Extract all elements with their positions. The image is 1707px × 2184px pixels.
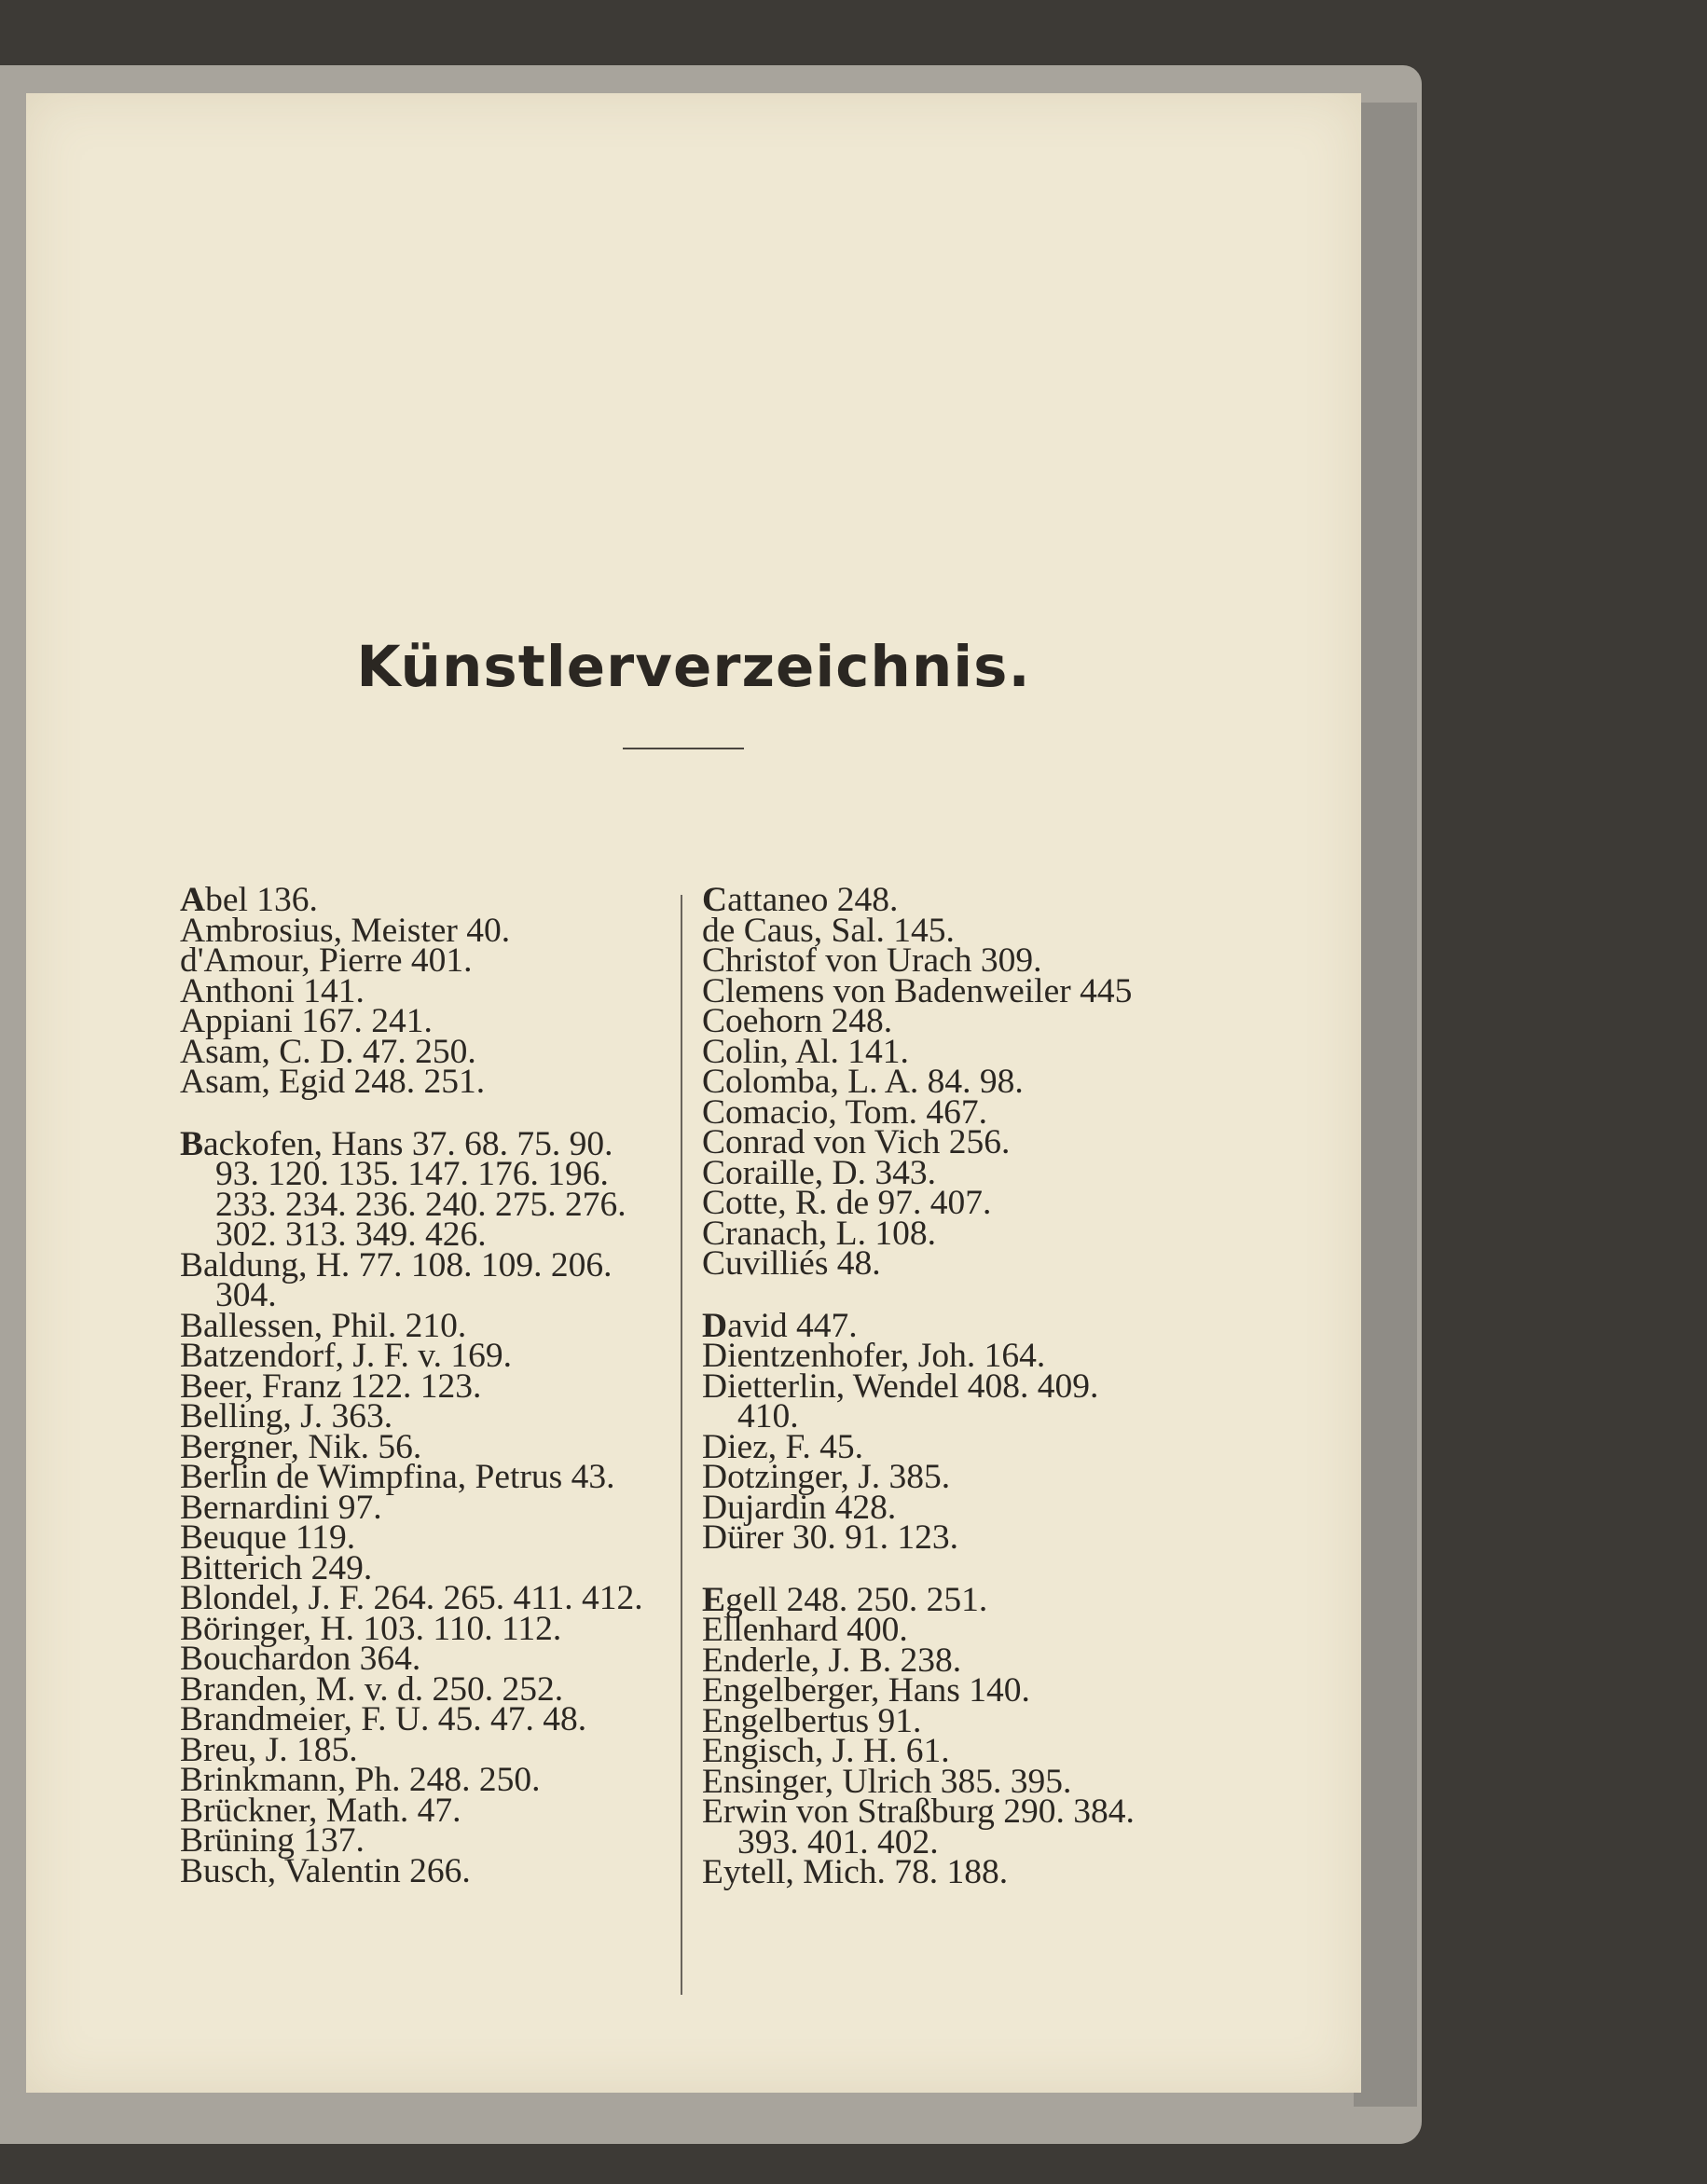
index-entry: Bouchardon 364. xyxy=(180,1640,421,1678)
index-entry: Erwin von Straßburg 290. 384. xyxy=(702,1793,1135,1831)
index-entry: Dotzinger, J. 385. xyxy=(702,1458,951,1496)
index-entry: Ballessen, Phil. 210. xyxy=(180,1306,467,1345)
index-entry: Engelbertus 91. xyxy=(702,1701,922,1740)
index-entry: Busch, Valentin 266. xyxy=(180,1851,471,1890)
index-entry: Eytell, Mich. 78. 188. xyxy=(702,1853,1009,1891)
index-entry: Dietterlin, Wendel 408. 409. xyxy=(702,1367,1099,1406)
index-entry: Blondel, J. F. 264. 265. 411. 412. xyxy=(180,1579,643,1617)
entry-initial-letter: D xyxy=(702,1306,728,1345)
index-entry: Colin, Al. 141. xyxy=(702,1032,909,1071)
index-entry: 410. xyxy=(737,1397,799,1435)
index-entry: Brückner, Math. 47. xyxy=(180,1791,461,1830)
index-entry: Brandmeier, F. U. 45. 47. 48. xyxy=(180,1700,587,1738)
index-entry: Dientzenhofer, Joh. 164. xyxy=(702,1337,1046,1375)
index-entry: Clemens von Badenweiler 445 xyxy=(702,971,1133,1010)
entry-initial-letter: C xyxy=(702,881,728,919)
index-entry: Breu, J. 185. xyxy=(180,1730,358,1769)
index-entry: Asam, Egid 248. 251. xyxy=(180,1063,486,1101)
index-entry: Belling, J. 363. xyxy=(180,1397,393,1435)
index-entry: Christof von Urach 309. xyxy=(702,941,1042,980)
index-entry: Ellenhard 400. xyxy=(702,1611,908,1649)
index-entry: Beer, Franz 122. 123. xyxy=(180,1367,482,1406)
index-entry: Dürer 30. 91. 123. xyxy=(702,1518,958,1557)
index-entry: d'Amour, Pierre 401. xyxy=(180,941,473,980)
index-entry: Brinkmann, Ph. 248. 250. xyxy=(180,1761,541,1799)
index-entry: Bitterich 249. xyxy=(180,1548,373,1587)
index-entry: Batzendorf, J. F. v. 169. xyxy=(180,1337,512,1375)
index-entry: Coraille, D. 343. xyxy=(702,1153,937,1192)
entry-text: bel 136. xyxy=(205,881,318,919)
entry-initial-letter: A xyxy=(180,881,206,919)
index-entry: 393. 401. 402. xyxy=(737,1822,939,1861)
page-paper xyxy=(26,93,1361,2093)
index-entry: Berlin de Wimpfina, Petrus 43. xyxy=(180,1458,615,1496)
index-entry: Appiani 167. 241. xyxy=(180,1002,433,1040)
index-entry: Asam, C. D. 47. 250. xyxy=(180,1032,476,1071)
entry-text: avid 447. xyxy=(727,1306,858,1345)
index-entry: Comacio, Tom. 467. xyxy=(702,1092,988,1132)
index-entry: 233. 234. 236. 240. 275. 276. xyxy=(215,1185,626,1224)
index-entry: Branden, M. v. d. 250. 252. xyxy=(180,1669,564,1709)
index-column-right xyxy=(702,881,1243,1891)
index-entry: Baldung, H. 77. 108. 109. 206. xyxy=(180,1245,613,1284)
index-entry: Ambrosius, Meister 40. xyxy=(180,911,511,950)
index-entry: Beuque 119. xyxy=(180,1518,356,1557)
index-entry: 304. xyxy=(215,1276,277,1314)
index-entry: Anthoni 141. xyxy=(180,971,365,1010)
index-entry: Brüning 137. xyxy=(180,1821,365,1860)
book-cover-edge xyxy=(1354,103,1417,2107)
index-entry: Colomba, L. A. 84. 98. xyxy=(702,1063,1024,1101)
index-entry: Böringer, H. 103. 110. 112. xyxy=(180,1609,562,1648)
index-entry: Diez, F. 45. xyxy=(702,1427,864,1466)
index-entry: Conrad von Vich 256. xyxy=(702,1123,1011,1161)
entry-text: ackofen, Hans 37. 68. 75. 90. xyxy=(203,1124,613,1163)
index-column-left xyxy=(180,881,711,1890)
index-entry: Enderle, J. B. 238. xyxy=(702,1641,962,1680)
index-entry: Bergner, Nik. 56. xyxy=(180,1427,422,1466)
index-entry: 302. 313. 349. 426. xyxy=(215,1216,487,1254)
page-title: Künstlerverzeichnis. xyxy=(356,634,1031,700)
entry-initial-letter: E xyxy=(702,1580,726,1619)
index-entry: Ensinger, Ulrich 385. 395. xyxy=(702,1762,1072,1801)
index-entry: Dujardin 428. xyxy=(702,1488,897,1527)
title-rule xyxy=(623,748,744,749)
index-entry: Engelberger, Hans 140. xyxy=(702,1671,1030,1710)
index-entry: Coehorn 248. xyxy=(702,1002,893,1040)
index-entry: Cuvilliés 48. xyxy=(702,1244,881,1283)
index-entry: Cotte, R. de 97. 407. xyxy=(702,1184,992,1222)
index-entry: Engisch, J. H. 61. xyxy=(702,1732,950,1770)
entry-text: attaneo 248. xyxy=(727,881,899,919)
entry-initial-letter: B xyxy=(180,1124,204,1163)
index-entry: Cranach, L. 108. xyxy=(702,1214,936,1253)
index-entry: Bernardini 97. xyxy=(180,1488,382,1527)
index-entry: 93. 120. 135. 147. 176. 196. xyxy=(215,1155,609,1193)
index-entry: de Caus, Sal. 145. xyxy=(702,911,955,950)
entry-text: gell 248. 250. 251. xyxy=(725,1580,988,1619)
column-divider xyxy=(681,895,682,1995)
